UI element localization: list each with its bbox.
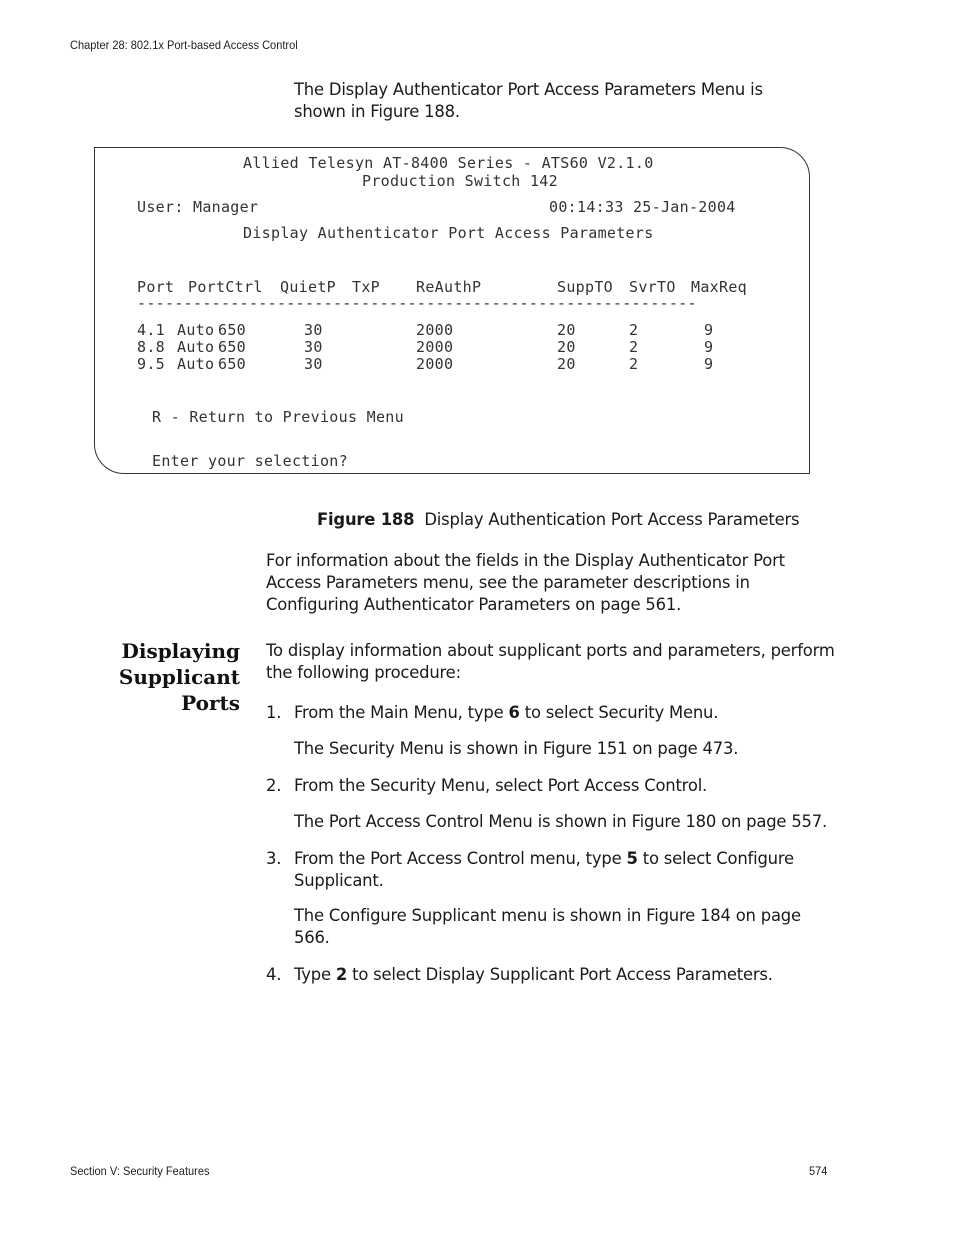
figure-caption-text: Display Authentication Port Access Parameters <box>424 510 800 529</box>
table-row-cell: 650 <box>218 355 246 373</box>
table-row-cell: 20 <box>557 355 576 373</box>
terminal-subtitle: Production Switch 142 <box>362 172 558 190</box>
section-intro: To display information about supplicant ports and parameters, perform the following procedure: <box>266 641 835 682</box>
running-header: Chapter 28: 802.1x Port-based Access Control <box>70 38 298 52</box>
step-text: Type <box>294 965 336 984</box>
table-row-cell: Auto <box>177 355 215 373</box>
step-number: 1. <box>266 703 282 722</box>
terminal-menu-title: Display Authenticator Port Access Parameters <box>243 224 654 242</box>
terminal-datetime: 00:14:33 25-Jan-2004 <box>549 198 736 216</box>
info-paragraph: For information about the fields in the Display Authenticator Port Access Parameters menu, see the parameter descriptions in Configuring Authenticator Parameters on page 561. <box>266 551 785 614</box>
col-svrto: SvrTO <box>629 278 676 296</box>
terminal-user: User: Manager <box>137 198 259 216</box>
table-row-cell: 9 <box>704 321 714 339</box>
step-note: The Security Menu is shown in Figure 151 on page 473. <box>294 739 739 758</box>
step-text: to select Display Supplicant Port Access Parameters. <box>347 965 773 984</box>
step-note: The Configure Supplicant menu is shown in Figure 184 on page 566. <box>294 906 801 947</box>
step-number: 4. <box>266 965 282 984</box>
col-portctrl: PortCtrl <box>188 278 263 296</box>
step-key: 6 <box>508 703 520 722</box>
terminal-title: Allied Telesyn AT-8400 Series - ATS60 V2.1.0 <box>243 154 654 172</box>
table-row-cell: 650 <box>218 321 246 339</box>
return-menu-option: R - Return to Previous Menu <box>152 408 404 426</box>
step-text: From the Main Menu, type <box>294 703 509 722</box>
table-row-cell: 9.5 <box>137 355 165 373</box>
table-row-cell: Auto <box>177 321 215 339</box>
step-text: From the Security Menu, select Port Access Control. <box>294 776 708 795</box>
table-row-cell: 20 <box>557 321 576 339</box>
section-heading-line: Supplicant <box>118 665 240 689</box>
footer-section: Section V: Security Features <box>70 1164 210 1178</box>
table-row-cell: 2 <box>629 338 639 356</box>
step-text: From the Port Access Control menu, type <box>294 849 627 868</box>
figure-label: Figure 188 <box>317 510 415 529</box>
step-text: to select Configure Supplicant. <box>294 849 794 890</box>
page-number: 574 <box>809 1164 828 1178</box>
col-suppto: SuppTO <box>557 278 613 296</box>
step-number: 3. <box>266 849 282 868</box>
table-row-cell: 20 <box>557 338 576 356</box>
col-port: Port <box>137 278 175 296</box>
col-quietp: QuietP <box>280 278 336 296</box>
step-key: 2 <box>335 965 348 984</box>
col-maxreq: MaxReq <box>691 278 747 296</box>
section-heading <box>80 638 240 716</box>
step-note: The Port Access Control Menu is shown in Figure 180 on page 557. <box>294 812 828 831</box>
step-number: 2. <box>266 776 282 795</box>
section-heading-line: Ports <box>181 691 240 715</box>
table-row-cell: 30 <box>304 338 323 356</box>
table-row-cell: 650 <box>218 338 246 356</box>
table-row-cell: Auto <box>177 338 215 356</box>
figure-caption <box>317 510 799 529</box>
selection-prompt: Enter your selection? <box>152 452 348 470</box>
table-row-cell: 30 <box>304 355 323 373</box>
section-heading-line: Displaying <box>121 639 240 663</box>
table-row-cell: 2 <box>629 355 639 373</box>
step-key: 5 <box>626 849 638 868</box>
table-row-cell: 4.1 <box>137 321 165 339</box>
table-row-cell: 2000 <box>416 355 454 373</box>
table-row-cell: 2 <box>629 321 639 339</box>
terminal-separator: ------------------------------------------------------------ <box>137 294 697 312</box>
col-txp: TxP <box>352 278 380 296</box>
table-row-cell: 30 <box>304 321 323 339</box>
table-row-cell: 2000 <box>416 321 454 339</box>
table-row-cell: 9 <box>704 355 714 373</box>
col-reauthp: ReAuthP <box>416 278 482 296</box>
step-text: to select Security Menu. <box>519 703 719 722</box>
table-row-cell: 8.8 <box>137 338 165 356</box>
table-row-cell: 9 <box>704 338 714 356</box>
table-row-cell: 2000 <box>416 338 454 356</box>
intro-paragraph: The Display Authenticator Port Access Parameters Menu is shown in Figure 188. <box>294 80 763 121</box>
